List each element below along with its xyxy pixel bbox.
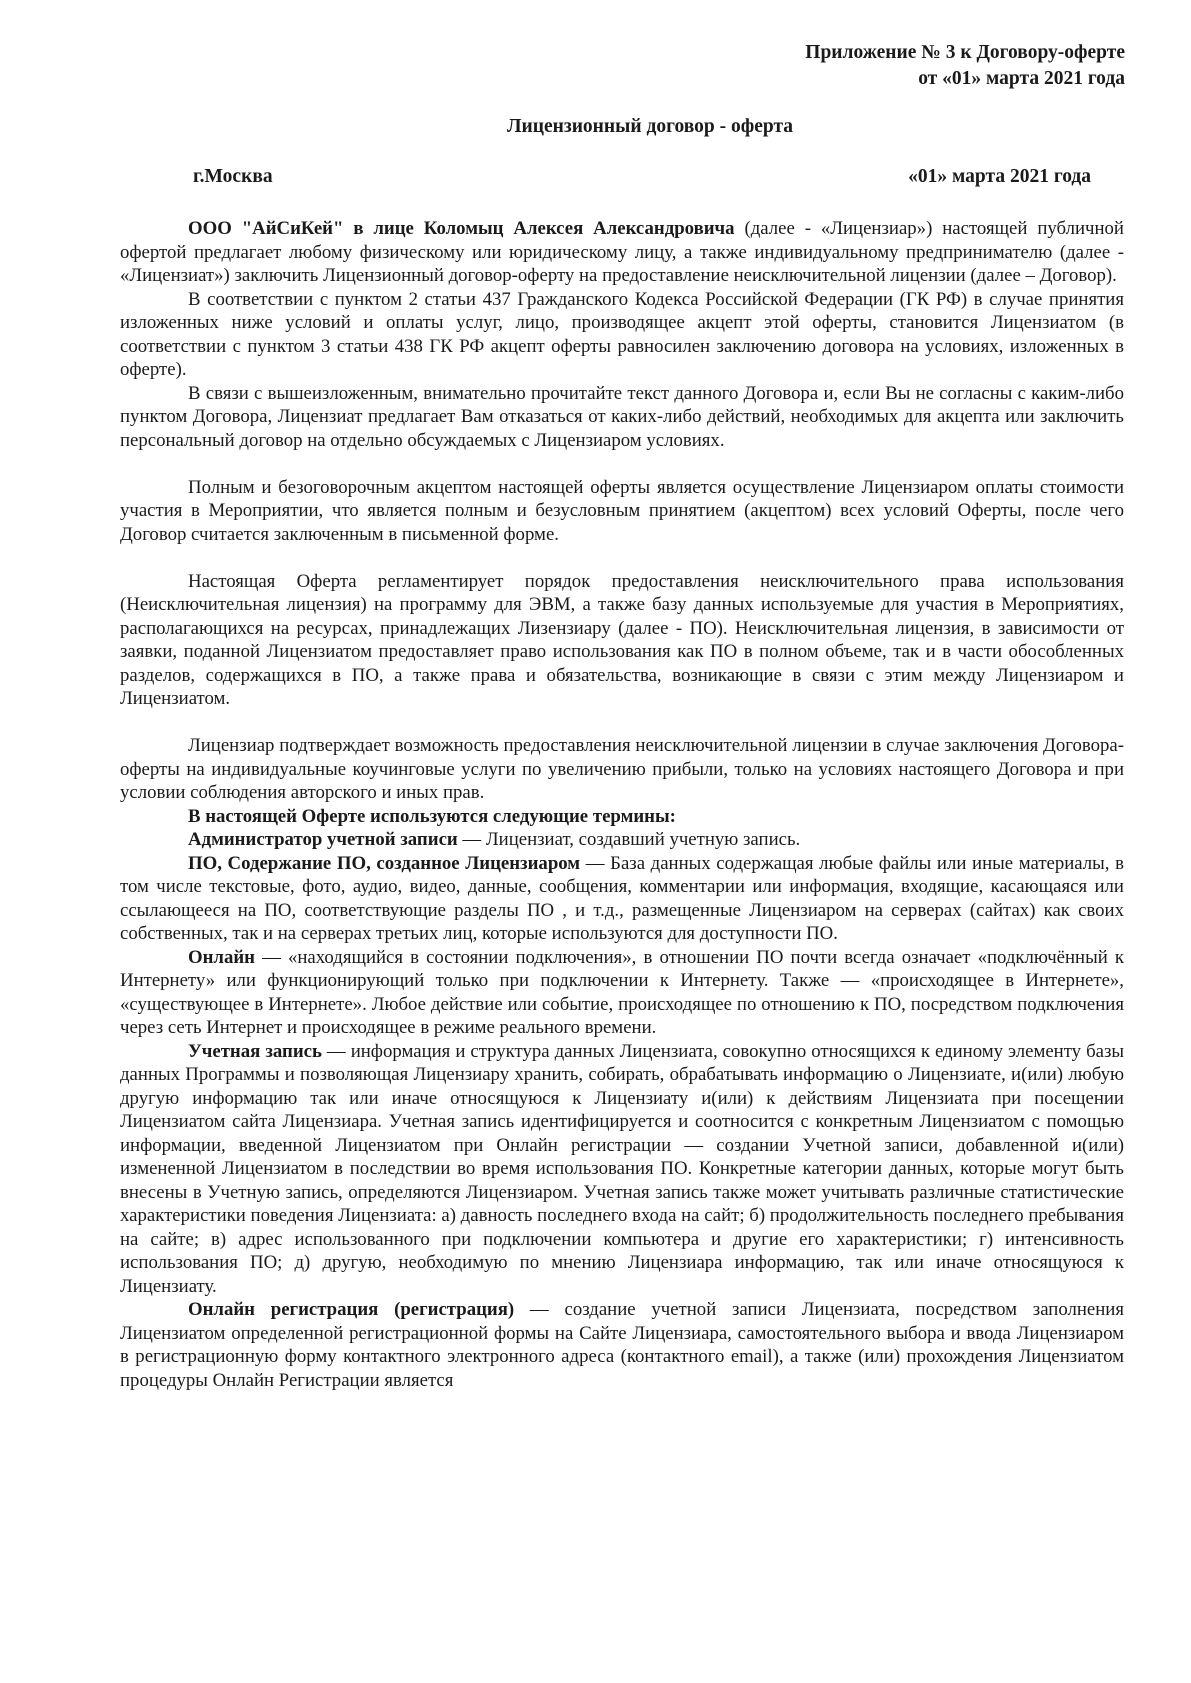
term-title: Учетная запись [188,1040,322,1062]
term-title: Онлайн [188,946,255,968]
paragraph-read-carefully: В связи с вышеизложенным, внимательно прочитайте текст данного Договора и, если Вы не согласны с каким-либо пунктом Договора, Лицензиат предлагает Вам отказаться от каких-либо действий, необходимых для акцепта или заключить персональный договор на отдельно обсуждаемых с Лицензиаром условиях. [120,382,1124,451]
term-online-registration [120,1298,1124,1392]
term-definition: — «находящийся в состоянии подключения», в отношении ПО почти всегда означает «подключённый к Интернету» или функционирующий только при подключении к Интернету. Также — «происходящее в Интернете», «существующее в Интернете». Любое действие или событие, происходящее по отношению к ПО, посредством подключения через сеть Интернет и происходящее в режиме реального времени. [120,946,1124,1038]
appendix-line-2: от «01» марта 2021 года [918,68,1125,89]
appendix-line-1: Приложение № 3 к Договору-оферте [805,42,1125,63]
term-title: ПО, Содержание ПО, созданное Лицензиаром [188,852,581,874]
appendix-header [805,40,1125,92]
paragraph-scope: Настоящая Оферта регламентирует порядок предоставления неисключительного права использования (Неисключительная лицензия) на программу для ЭВМ, а также базу данных используемые для участия в Мероприятиях, располагающихся на ресурсах, принадлежащих Лизензиару (далее - ПО). Неисключительная лицензия, в зависимости от заявки, поданной Лицензиатом предоставляет право использования как ПО в полном объеме, так и в части обособленных разделов, содержащихся в ПО, а также права и обязательства, возникающие в связи с этим между Лицензиаром и Лицензиатом. [120,570,1124,709]
term-software-content [120,852,1124,946]
term-title: Администратор учетной записи [188,829,458,850]
licensor-name: ООО "АйСиКей" в лице Коломыц Алексея Александровича [188,218,735,239]
paragraph-acceptance-law: В соответствии с пунктом 2 статьи 437 Гражданского Кодекса Российской Федерации (ГК РФ) в случае принятия изложенных ниже условий и оплаты услуг, лицо, производящее акцепт этой оферты, становится Лицензиатом (в соответствии с пунктом 3 статьи 438 ГК РФ акцепт оферты равносилен заключению договора на условиях, изложенных в оферте). [120,288,1124,380]
paragraph-full-acceptance: Полным и безоговорочным акцептом настоящей оферты является осуществление Лицензиаром оплаты стоимости участия в Мероприятии, что является полным и безусловным принятием (акцептом) всех условий Оферты, после чего Договор считается заключенным в письменной форме. [120,476,1124,545]
paragraph-parties-text: (далее - «Лицензиар») настоящей публичной офертой предлагает любому физическому или юридическому лицу, а также индивидуальному предпринимателю (далее - «Лицензиат») заключить Лицензионный договор-оферту на предоставление неисключительной лицензии (далее – Договор). [120,218,1124,286]
document-title: Лицензионный договор - оферта [506,116,794,137]
term-definition: — создание учетной записи Лицензиата, посредством заполнения Лицензиатом определенной регистрационной формы на Сайте Лицензиара, самостоятельного выбора и ввода Лицензиаром в регистрационную форму контактного электронного адреса (контактного email), а также (или) прохождения Лицензиатом процедуры Онлайн Регистрации является [120,1299,1124,1391]
term-definition: — Лицензиат, создавший учетную запись. [457,829,801,850]
terms-heading: В настоящей Оферте используются следующие термины: [188,805,676,827]
term-definition: — База данных содержащая любые файлы или иные материалы, в том числе текстовые, фото, аудио, видео, данные, сообщения, комментарии или информация, входящие, касающаяся или ссылающееся на ПО, соответствующие разделы ПО , и т.д., размещенные Лицензиаром на серверах (сайтах) как своих собственных, так и на серверах третьих лиц, которые используются для доступности ПО. [120,852,1125,944]
term-account-admin [120,828,1124,852]
paragraph-parties [120,217,1124,288]
place-of-signing: г.Москва [193,166,273,187]
term-title: Онлайн регистрация (регистрация) [188,1299,515,1320]
term-definition: — информация и структура данных Лицензиата, совокупно относящихся к единому элементу базы данных Программы и позволяющая Лицензиару хранить, собирать, обрабатывать информацию о Лицензиате, и(или) любую другую информацию так или иначе относящуюся к Лицензиату и(или) к действиям Лицензиата при посещении Лицензиатом сайта Лицензиара. Учетная запись идентифицируется и соотносится с конкретным Лицензиатом с помощью информации, введенной Лицензиатом при Онлайн регистрации — создании Учетной записи, добавленной и(или) измененной Лицензиатом в последствии во время использования ПО. Конкретные категории данных, которые могут быть внесены в Учетную запись, определяются Лицензиаром. Учетная запись также может учитывать различные статистические характеристики поведения Лицензиата: а) давность последнего входа на сайт; б) продолжительность последнего пребывания на сайте; в) адрес использованного при подключении компьютера и другие его характеристики; г) интенсивность использования ПО; д) другую, необходимую по мнению Лицензиара информацию, так или иначе относящуюся к Лицензиату. [120,1040,1124,1297]
date-of-signing: «01» марта 2021 года [908,166,1091,187]
term-online [120,946,1124,1040]
document-body [120,217,1124,1392]
term-account [120,1040,1124,1299]
paragraph-license-confirmation: Лицензиар подтверждает возможность предоставления неисключительной лицензии в случае заключения Договора-оферты на индивидуальные коучинговые услуги по увеличению прибыли, только на условиях настоящего Договора и при условии соблюдения авторского и иных прав. [120,735,1124,803]
